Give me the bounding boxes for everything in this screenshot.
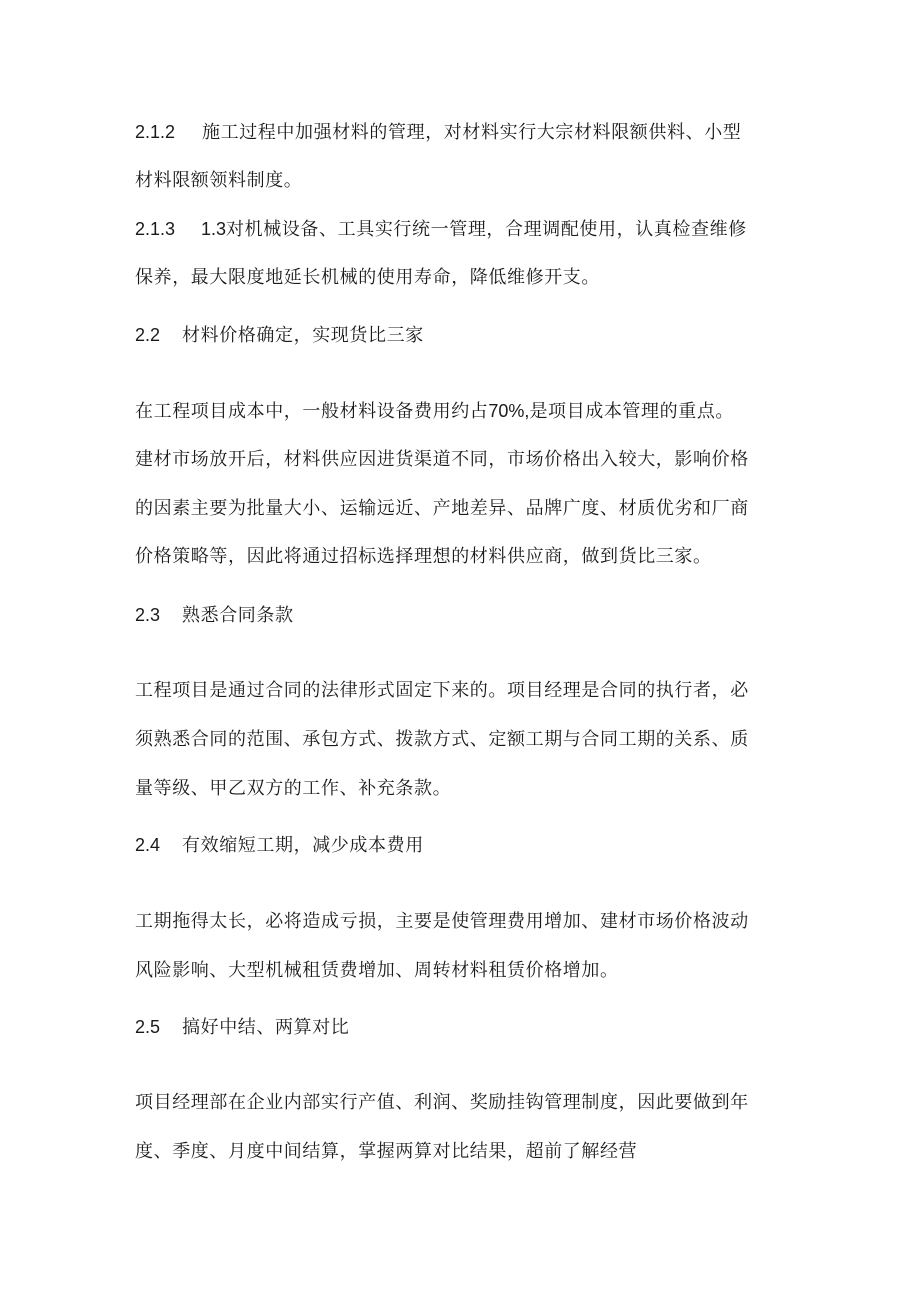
paragraph-line: 建材市场放开后，材料供应因进货渠道不同，市场价格出入较大，影响价格 <box>135 449 749 470</box>
section-2-1-2-line-2 <box>135 167 302 195</box>
section-text: 保养，最大限度地延长机械的使用寿命，降低维修开支。 <box>135 267 600 288</box>
section-text: 材料限额领料制度。 <box>135 170 303 191</box>
section-number: 2.5 <box>135 1017 161 1037</box>
section-title: 熟悉合同条款 <box>182 605 294 626</box>
paragraph-line: 工程项目是通过合同的法律形式固定下来的。项目经理是合同的执行者，必 <box>135 680 749 701</box>
sub-number: 1.3 <box>201 219 227 239</box>
paragraph-line: 价格策略等，因此将通过招标选择理想的材料供应商，做到货比三家。 <box>135 546 712 567</box>
section-text: 对机械设备、工具实行统一管理，合理调配使用，认真检查维修 <box>226 219 747 240</box>
paragraph-line: 工期拖得太长，必将造成亏损，主要是使管理费用增加、建材市场价格波动 <box>135 911 749 932</box>
paragraph-line <box>135 397 734 426</box>
section-2-1-2-line-1 <box>135 118 741 147</box>
paragraph-line: 风险影响、大型机械租赁费增加、周转材料租赁价格增加。 <box>135 960 619 981</box>
section-title: 材料价格确定，实现货比三家 <box>182 325 424 346</box>
section-number: 2.2 <box>135 325 161 345</box>
section-2-3-heading <box>135 601 294 630</box>
section-number: 2.1.2 <box>135 122 176 142</box>
section-2-2-heading <box>135 321 424 350</box>
paragraph-line: 的因素主要为批量大小、运输远近、产地差异、品牌广度、材质优劣和厂商 <box>135 498 749 519</box>
paragraph-line: 量等级、甲乙双方的工作、补充条款。 <box>135 778 452 799</box>
paragraph-line: 度、季度、月度中间结算，掌握两算对比结果，超前了解经营 <box>135 1141 638 1162</box>
section-2-1-3-line-1 <box>135 215 747 244</box>
section-2-4-heading <box>135 831 424 860</box>
percentage-value: 70%, <box>488 401 530 421</box>
section-2-1-3-line-2 <box>135 264 600 292</box>
paragraph-line: 须熟悉合同的范围、承包方式、拨款方式、定额工期与合同工期的关系、质 <box>135 729 749 750</box>
section-2-5-heading <box>135 1013 349 1042</box>
paragraph-text: 是项目成本管理的重点。 <box>529 401 735 422</box>
section-title: 搞好中结、两算对比 <box>182 1017 350 1038</box>
paragraph-text: 在工程项目成本中，一般材料设备费用约占 <box>135 401 489 422</box>
paragraph-line: 项目经理部在企业内部实行产值、利润、奖励挂钩管理制度，因此要做到年 <box>135 1092 749 1113</box>
section-number: 2.4 <box>135 835 161 855</box>
section-number: 2.1.3 <box>135 219 176 239</box>
section-number: 2.3 <box>135 605 161 625</box>
section-text: 施工过程中加强材料的管理，对材料实行大宗材料限额供料、小型 <box>202 122 742 143</box>
section-title: 有效缩短工期，减少成本费用 <box>182 835 424 856</box>
